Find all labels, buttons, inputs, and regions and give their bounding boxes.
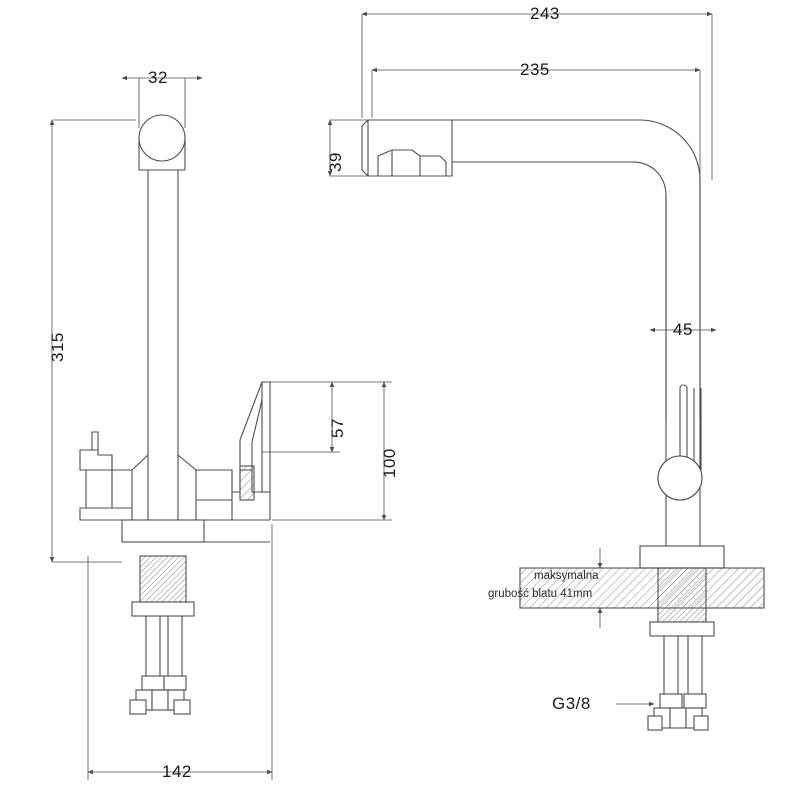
worktop-note-line2: grubość blatu 41mm — [488, 588, 593, 600]
dimension-label-57: 57 — [328, 418, 347, 438]
dimension-label-243: 243 — [530, 4, 560, 23]
dimension-label-39: 39 — [326, 152, 345, 172]
dimension-label-100: 100 — [380, 448, 399, 478]
thread-size-label: G3/8 — [552, 694, 591, 713]
left-view-faucet-body — [80, 115, 270, 714]
dimension-label-315: 315 — [48, 332, 67, 362]
dimension-label-142: 142 — [162, 762, 192, 781]
right-view-faucet-body — [362, 120, 764, 730]
dimension-label-32: 32 — [148, 68, 168, 87]
worktop-note-line1: maksymalna — [534, 570, 599, 582]
dimension-label-45: 45 — [673, 320, 693, 339]
dimension-label-235: 235 — [520, 60, 550, 79]
